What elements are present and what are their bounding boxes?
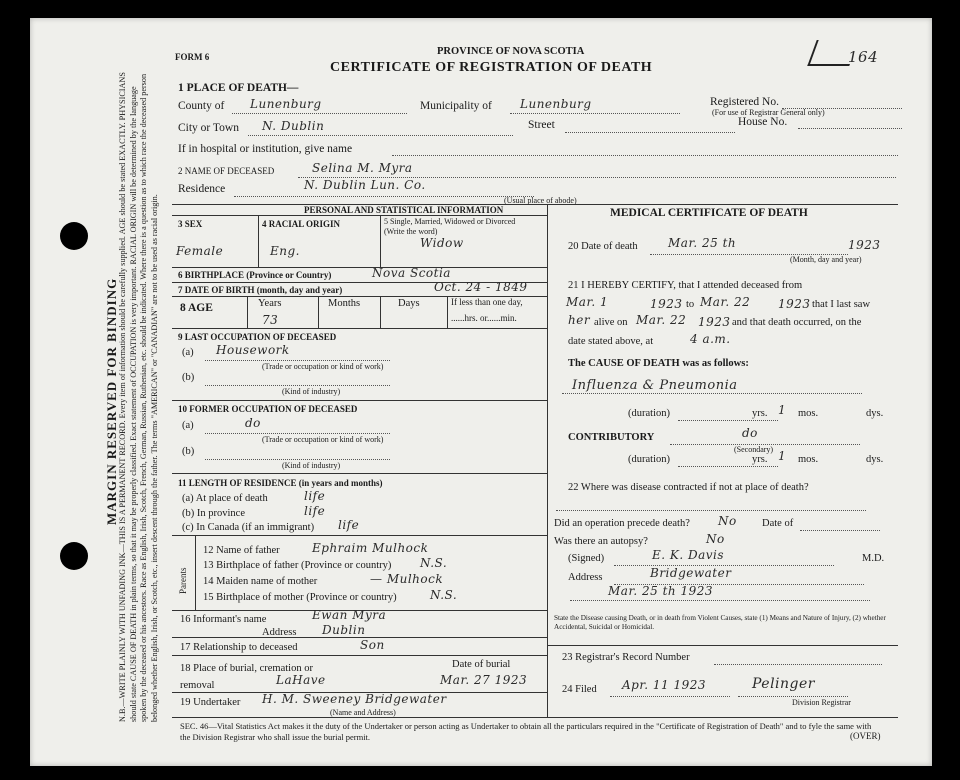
burial-place-label: 18 Place of burial, cremation or removal (180, 663, 313, 691)
marital-value: Widow (420, 236, 464, 250)
personal-heading: PERSONAL AND STATISTICAL INFORMATION (304, 205, 504, 215)
contrib-duration-label: (duration) (628, 454, 670, 465)
physician-address-value: Bridgewater (650, 566, 732, 580)
in-province-value: life (304, 504, 326, 518)
certify-line: 21 I HEREBY CERTIFY, that I attended deceased from (568, 280, 803, 291)
undertaker-label: 19 Undertaker (180, 697, 241, 708)
at-place-label: (a) At place of death (182, 493, 268, 504)
hrs-min-label: ......hrs. or......min. (451, 313, 517, 323)
autopsy-value: No (706, 532, 725, 546)
last-occ-industry-note: (Kind of industry) (282, 387, 341, 396)
cause-value: Influenza & Pneumonia (572, 378, 738, 393)
alive-on-label: alive on (594, 317, 628, 328)
residence-note: (Usual place of abode) (504, 196, 577, 205)
municipality-label: Municipality of (420, 100, 492, 112)
attended-to: Mar. 22 (700, 295, 751, 309)
father-label: 12 Name of father (203, 545, 280, 556)
dob-label: 7 DATE OF BIRTH (month, day and year) (178, 285, 343, 295)
birthplace-value: Nova Scotia (372, 266, 451, 280)
sex-label: 3 SEX (178, 219, 203, 229)
cause-label: The CAUSE OF DEATH was as follows: (568, 358, 749, 369)
former-occ-b-marker: (b) (182, 446, 195, 457)
attended-from: Mar. 1 (566, 295, 609, 309)
date-of-death-value: Mar. 25 th (668, 236, 737, 250)
form-number: FORM 6 (175, 52, 210, 62)
house-no-label: House No. (738, 116, 788, 128)
years-label: Years (258, 298, 282, 309)
relationship-value: Son (360, 638, 385, 652)
deceased-name-label: 2 NAME OF DECEASED (178, 166, 275, 176)
former-occupation-label: 10 FORMER OCCUPATION OF DECEASED (178, 404, 358, 414)
racial-label: 4 RACIAL ORIGIN (262, 219, 341, 229)
city-label: City or Town (178, 122, 239, 134)
cause-mos-value: 1 (778, 403, 787, 417)
date-of-death-note: (Month, day and year) (790, 255, 862, 264)
former-occupation-value: do (245, 416, 261, 430)
mother-birthplace-value: N.S. (430, 588, 458, 602)
alive-on-year: 1923 (698, 315, 731, 329)
in-province-label: (b) In province (182, 508, 245, 519)
last-occ-a-marker: (a) (182, 347, 194, 358)
sec-46-note: SEC. 46—Vital Statistics Act makes it the duty of the Undertaker or person acting as Undertaker to obtain all the particulars required in the "Certificate of Registration of Death" and to fyle the same with the Division Registrar who shall issue the burial permit. (180, 721, 872, 742)
burial-date-value: Mar. 27 1923 (440, 673, 528, 687)
residence-length-label: 11 LENGTH OF RESIDENCE (in years and months) (178, 478, 383, 488)
secondary-note: (Secondary) (734, 445, 774, 454)
former-occ-industry-note: (Kind of industry) (282, 461, 341, 470)
registrar-signature: Pelinger (752, 676, 815, 692)
contracted-label: 22 Where was disease contracted if not at place of death? (568, 482, 809, 493)
municipality-value: Lunenburg (520, 97, 592, 111)
pronoun-value: her (568, 313, 591, 327)
province-heading: PROVINCE OF NOVA SCOTIA (437, 46, 585, 57)
contrib-mos-value: 1 (778, 449, 787, 463)
deceased-name-value: Selina M. Myra (312, 161, 413, 175)
under-day-label: If less than one day, (451, 297, 523, 307)
signature-date-value: Mar. 25 th 1923 (608, 584, 713, 598)
contributory-value: do (742, 426, 758, 440)
place-heading: 1 PLACE OF DEATH— (178, 82, 299, 94)
binder-hole-bottom (60, 542, 88, 570)
residence-value: N. Dublin Lun. Co. (304, 178, 426, 192)
margin-notice: N.B.—WRITE PLAINLY WITH UNFADING INK—THIS IS A PERMANENT RECORD. Every item of information should be carefully supplied. AGE should be stated EXACTLY. PHYSICIANS should state CAUSE OF DEATH in plain terms, so that it may be properly classified. Exact statement of OCCUPATION is very important. RACIAL ORIGIN will be determined by the language spoken by the deceased or his ancestors. Race as English, Irish, Scotch, French, German, Russian, Ruthenian, etc. should be indicated. Where there is a question as to which race the deceased person belonged whether English, Irish, or Scotch, etc., insert descent through the father. The terms "AMERICAN" or "CANADIAN" are not to be used as racial origin. (118, 72, 159, 722)
operation-value: No (718, 514, 737, 528)
page-number: 164 (848, 48, 879, 66)
sex-value: Female (176, 244, 224, 258)
physician-address-label: Address (568, 572, 603, 583)
informant-label: 16 Informant's name (180, 614, 267, 625)
registered-no-label: Registered No. (710, 96, 779, 108)
racial-value: Eng. (270, 244, 300, 258)
former-occ-a-marker: (a) (182, 420, 194, 431)
violence-note: State the Disease causing Death, or in death from Violent Causes, state (1) Means and Nature of Injury, (2) whether Accidental, Suicidal or Homicidal. (554, 614, 886, 631)
informant-address-value: Dublin (322, 623, 366, 637)
date-stated-label: date stated above, at (568, 336, 654, 347)
last-saw-label: that I last saw (812, 299, 871, 310)
last-occ-b-marker: (b) (182, 372, 195, 383)
undertaker-note: (Name and Address) (330, 708, 396, 717)
mother-birthplace-label: 15 Birthplace of mother (Province or country) (203, 592, 397, 603)
alive-on-value: Mar. 22 (636, 313, 687, 327)
filed-label: 24 Filed (562, 684, 597, 695)
registrar-record-label: 23 Registrar's Record Number (562, 652, 690, 663)
mother-value: — Mulhock (370, 572, 444, 586)
cause-yrs-label: yrs. (752, 408, 768, 419)
binding-margin-label: MARGIN RESERVED FOR BINDING (104, 277, 119, 525)
undertaker-value: H. M. Sweeney Bridgewater (262, 692, 447, 706)
relationship-label: 17 Relationship to deceased (180, 642, 298, 653)
months-label: Months (328, 298, 361, 309)
registrar-note: (For use of Registrar General only) (712, 108, 825, 117)
father-birthplace-value: N.S. (420, 556, 448, 570)
informant-address-label: Address (262, 627, 297, 638)
county-value: Lunenburg (250, 97, 322, 111)
time-value: 4 a.m. (690, 332, 731, 346)
binder-hole-top (60, 222, 88, 250)
residence-label: Residence (178, 183, 226, 195)
signed-label: (Signed) (568, 553, 605, 564)
dob-value: Oct. 24 - 1849 (434, 280, 528, 294)
father-birthplace-label: 13 Birthplace of father (Province or country) (203, 560, 392, 571)
burial-place-value: LaHave (276, 673, 326, 687)
md-label: M.D. (862, 553, 885, 564)
cause-dys-label: dys. (866, 408, 884, 419)
date-of-death-label: 20 Date of death (568, 241, 638, 252)
age-label: 8 AGE (180, 302, 213, 314)
days-label: Days (398, 298, 420, 309)
filed-value: Apr. 11 1923 (622, 678, 707, 692)
occurred-label: and that death occurred, on the (732, 317, 862, 328)
burial-date-label: Date of burial (452, 659, 511, 670)
operation-date-label: Date of (762, 518, 794, 529)
father-value: Ephraim Mulhock (312, 541, 429, 555)
informant-value: Ewan Myra (312, 608, 387, 622)
last-occupation-value: Housework (216, 343, 290, 357)
county-label: County of (178, 100, 225, 112)
division-registrar-label: Division Registrar (792, 698, 851, 707)
certificate-page (30, 18, 932, 766)
cause-duration-label: (duration) (628, 408, 670, 419)
to-word: to (686, 299, 695, 310)
contrib-mos-label: mos. (798, 454, 819, 465)
certificate-title: CERTIFICATE OF REGISTRATION OF DEATH (330, 60, 653, 75)
date-of-death-year: 1923 (848, 238, 881, 252)
over-label: (OVER) (850, 731, 881, 741)
operation-label: Did an operation precede death? (554, 518, 690, 529)
in-canada-label: (c) In Canada (if an immigrant) (182, 522, 315, 533)
mother-label: 14 Maiden name of mother (203, 576, 318, 587)
contributory-label: CONTRIBUTORY (568, 432, 655, 443)
contrib-yrs-label: yrs. (752, 454, 768, 465)
signed-value: E. K. Davis (652, 548, 725, 562)
medical-heading: MEDICAL CERTIFICATE OF DEATH (610, 207, 808, 219)
attended-to-year: 1923 (778, 297, 811, 311)
street-label: Street (528, 119, 555, 131)
at-place-value: life (304, 489, 326, 503)
hospital-label: If in hospital or institution, give name (178, 143, 353, 155)
city-value: N. Dublin (262, 119, 325, 133)
birthplace-label: 6 BIRTHPLACE (Province or Country) (178, 270, 332, 280)
in-canada-value: life (338, 518, 360, 532)
autopsy-label: Was there an autopsy? (554, 536, 648, 547)
last-occ-trade-note: (Trade or occupation or kind of work) (262, 362, 384, 371)
parents-label: Parents (178, 567, 188, 594)
former-occ-trade-note: (Trade or occupation or kind of work) (262, 435, 384, 444)
marital-label: 5 Single, Married, Widowed or Divorced (Write the word) (384, 217, 516, 236)
last-occupation-label: 9 LAST OCCUPATION OF DECEASED (178, 332, 337, 342)
attended-from-year: 1923 (650, 297, 683, 311)
contrib-dys-label: dys. (866, 454, 884, 465)
years-value: 73 (262, 313, 279, 327)
cause-mos-label: mos. (798, 408, 819, 419)
